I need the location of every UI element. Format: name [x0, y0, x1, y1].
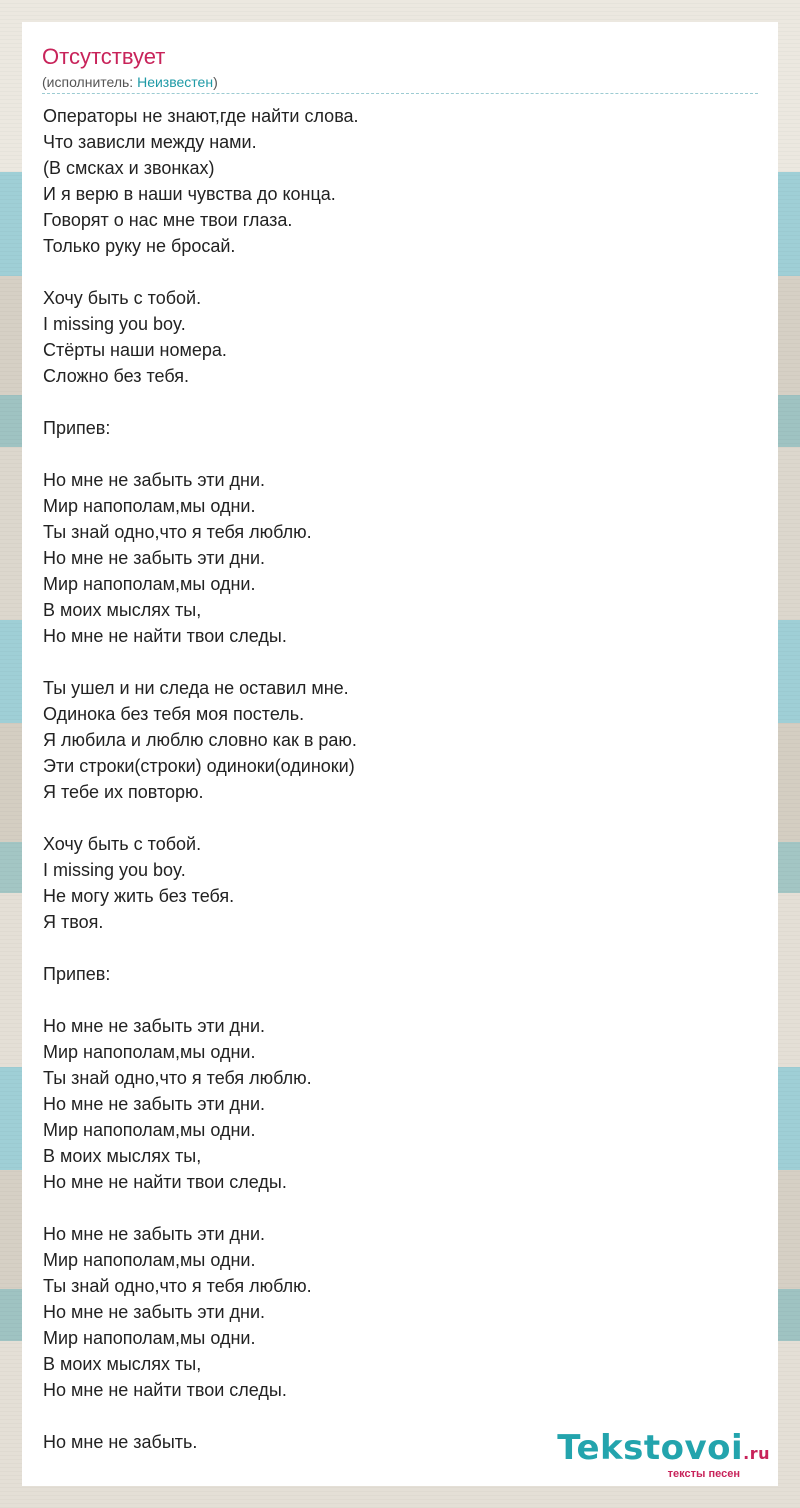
lyric-line: Но мне не забыть эти дни.	[43, 1094, 266, 1114]
lyric-line: Но мне не забыть эти дни.	[43, 1224, 266, 1244]
lyric-line: Что зависли между нами.	[43, 132, 257, 152]
lyric-line: Мир напополам,мы одни.	[43, 1328, 256, 1348]
lyric-line: Мир напополам,мы одни.	[43, 496, 256, 516]
lyric-line: Одинока без тебя моя постель.	[43, 704, 305, 724]
lyric-blank-line	[43, 441, 743, 467]
lyrics-text	[43, 103, 743, 1455]
lyric-blank-line	[43, 935, 743, 961]
lyric-line: Сложно без тебя.	[43, 366, 189, 386]
lyric-line: Я любила и люблю словно как в раю.	[43, 730, 357, 750]
lyric-line: Я тебе их повторю.	[43, 782, 204, 802]
lyric-blank-line	[43, 987, 743, 1013]
lyric-line: В моих мыслях ты,	[43, 600, 202, 620]
lyric-line: Ты ушел и ни следа не оставил мне.	[43, 678, 349, 698]
lyric-blank-line	[43, 389, 743, 415]
lyric-line: Но мне не найти твои следы.	[43, 1380, 287, 1400]
lyric-blank-line	[43, 1195, 743, 1221]
logo-name: Tekstovoi	[557, 1428, 744, 1468]
lyric-line: Хочу быть с тобой.	[43, 288, 202, 308]
logo-tagline: тексты песен	[667, 1468, 740, 1480]
lyric-line: (В смсках и звонках)	[43, 158, 215, 178]
lyric-blank-line	[43, 805, 743, 831]
lyric-line: Ты знай одно,что я тебя люблю.	[43, 1276, 312, 1296]
song-title: Отсутствует	[42, 44, 166, 69]
logo-wordmark	[557, 1430, 770, 1472]
artist-suffix: )	[213, 74, 218, 90]
site-logo[interactable]	[557, 1430, 770, 1480]
artist-prefix: (исполнитель:	[42, 74, 138, 90]
lyric-line: В моих мыслях ты,	[43, 1146, 202, 1166]
lyric-line: Но мне не забыть эти дни.	[43, 470, 266, 490]
lyric-line: Но мне не забыть эти дни.	[43, 548, 266, 568]
artist-line	[42, 73, 218, 91]
lyric-blank-line	[43, 259, 743, 285]
lyric-line: Но мне не забыть эти дни.	[43, 1016, 266, 1036]
artist-link[interactable]: Неизвестен	[137, 74, 214, 90]
lyric-line: I missing you boy.	[43, 860, 186, 880]
lyric-line: Мир напополам,мы одни.	[43, 1120, 256, 1140]
lyric-line: Хочу быть с тобой.	[43, 834, 202, 854]
lyric-line: Не могу жить без тебя.	[43, 886, 235, 906]
lyric-line: Ты знай одно,что я тебя люблю.	[43, 522, 312, 542]
lyric-line: Стёрты наши номера.	[43, 340, 227, 360]
lyric-line: Мир напополам,мы одни.	[43, 1042, 256, 1062]
lyric-line: Припев:	[43, 964, 111, 984]
lyric-line: Но мне не найти твои следы.	[43, 1172, 287, 1192]
lyric-line: Ты знай одно,что я тебя люблю.	[43, 1068, 312, 1088]
lyric-line: Но мне не найти твои следы.	[43, 626, 287, 646]
lyric-line: И я верю в наши чувства до конца.	[43, 184, 336, 204]
lyric-blank-line	[43, 649, 743, 675]
lyric-blank-line	[43, 1403, 743, 1429]
lyric-line: Но мне не забыть эти дни.	[43, 1302, 266, 1322]
lyric-line: Я твоя.	[43, 912, 104, 932]
lyric-line: Эти строки(строки) одиноки(одиноки)	[43, 756, 355, 776]
lyric-line: I missing you boy.	[43, 314, 186, 334]
lyric-line: Но мне не забыть.	[43, 1432, 198, 1452]
title-divider	[42, 93, 758, 94]
lyric-line: Припев:	[43, 418, 111, 438]
lyric-line: Только руку не бросай.	[43, 236, 236, 256]
lyric-line: Операторы не знают,где найти слова.	[43, 106, 359, 126]
logo-tld: .ru	[743, 1444, 770, 1463]
lyric-line: Говорят о нас мне твои глаза.	[43, 210, 293, 230]
lyric-line: Мир напополам,мы одни.	[43, 1250, 256, 1270]
lyrics-card	[22, 22, 778, 1486]
lyric-line: В моих мыслях ты,	[43, 1354, 202, 1374]
lyric-line: Мир напополам,мы одни.	[43, 574, 256, 594]
